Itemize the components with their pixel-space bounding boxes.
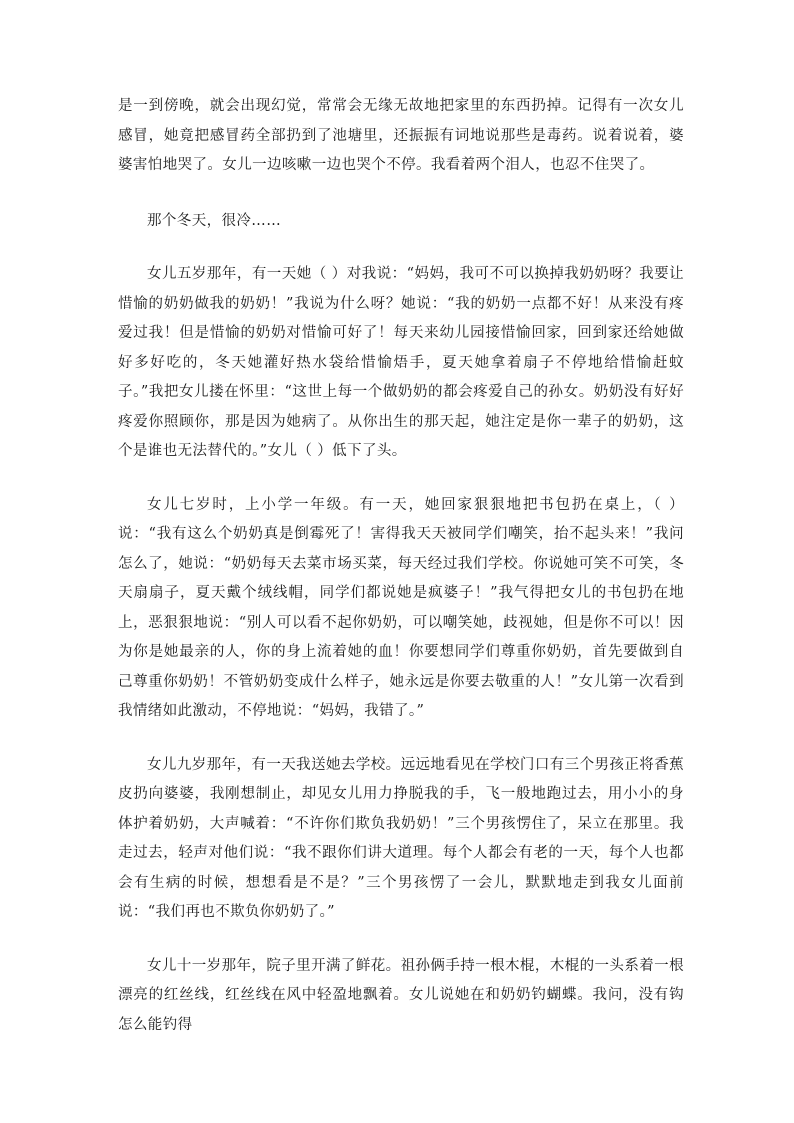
paragraph-6: 女儿十一岁那年，院子里开满了鲜花。祖孙俩手持一根木棍，木棍的一头系着一根漂亮的红丝线，红丝线在风中轻盈地飘着。女儿说她在和奶奶钓蝴蝶。我问，没有钩怎么能钓得 bbox=[118, 957, 684, 1033]
paragraph-5: 女儿九岁那年，有一天我送她去学校。远远地看见在学校门口有三个男孩正将香蕉皮扔向婆婆，我刚想制止，却见女儿用力挣脱我的手，飞一般地跑过去，用小小的身体护着奶奶，大声喊着：“不许你们欺负我奶奶！”三个男孩愣住了，呆立在那里。我走过去，轻声对他们说：“我不跟你们讲大道理。每个人都会有老的一天，每个人也都会有生病的时候，想想看是不是？”三个男孩愣了一会儿，默默地走到我女儿面前说：“我们再也不欺负你奶奶了。” bbox=[118, 756, 684, 920]
document-page bbox=[118, 92, 684, 1064]
paragraph-3: 女儿五岁那年，有一天她（ ）对我说：“妈妈，我可不可以换掉我奶奶呀？我要让惜愉的奶奶做我的奶奶！”我说为什么呀？她说：“我的奶奶一点都不好！从来没有疼爱过我！但是惜愉的奶奶对惜愉可好了！每天来幼儿园接惜愉回家，回到家还给她做好多好吃的，冬天她灌好热水袋给惜愉焐手，夏天她拿着扇子不停地给惜愉赶蚊子。”我把女儿搂在怀里：“这世上每一个做奶奶的都会疼爱自己的孙女。奶奶没有好好疼爱你照顾你，那是因为她病了。从你出生的那天起，她注定是你一辈子的奶奶，这个是谁也无法替代的。”女儿（ ）低下了头。 bbox=[118, 266, 684, 459]
paragraph-2: 那个冬天，很冷…… bbox=[147, 212, 282, 229]
paragraph-1: 是一到傍晚，就会出现幻觉，常常会无缘无故地把家里的东西扔掉。记得有一次女儿感冒，她竟把感冒药全部扔到了池塘里，还振振有词地说那些是毒药。说着说着，婆婆害怕地哭了。女儿一边咳嗽一边也哭个不停。我看着两个泪人，也忍不住哭了。 bbox=[118, 98, 684, 173]
paragraph-4: 女儿七岁时，上小学一年级。有一天，她回家狠狠地把书包扔在桌上，（ ）说：“我有这么个奶奶真是倒霉死了！害得我天天被同学们嘲笑，抬不起头来！”我问怎么了，她说：“奶奶每天去菜市场买菜，每天经过我们学校。你说她可笑不可笑，冬天扇扇子，夏天戴个绒线帽，同学们都说她是疯婆子！”我气得把女儿的书包扔在地上，恶狠狠地说：“别人可以看不起你奶奶，可以嘲笑她，歧视她，但是你不可以！因为你是她最亲的人，你的身上流着她的血！你要想同学们尊重你奶奶，首先要做到自己尊重你奶奶！不管奶奶变成什么样子，她永远是你要去敬重的人！”女儿第一次看到我情绪如此激动，不停地说：“妈妈，我错了。” bbox=[118, 496, 684, 719]
